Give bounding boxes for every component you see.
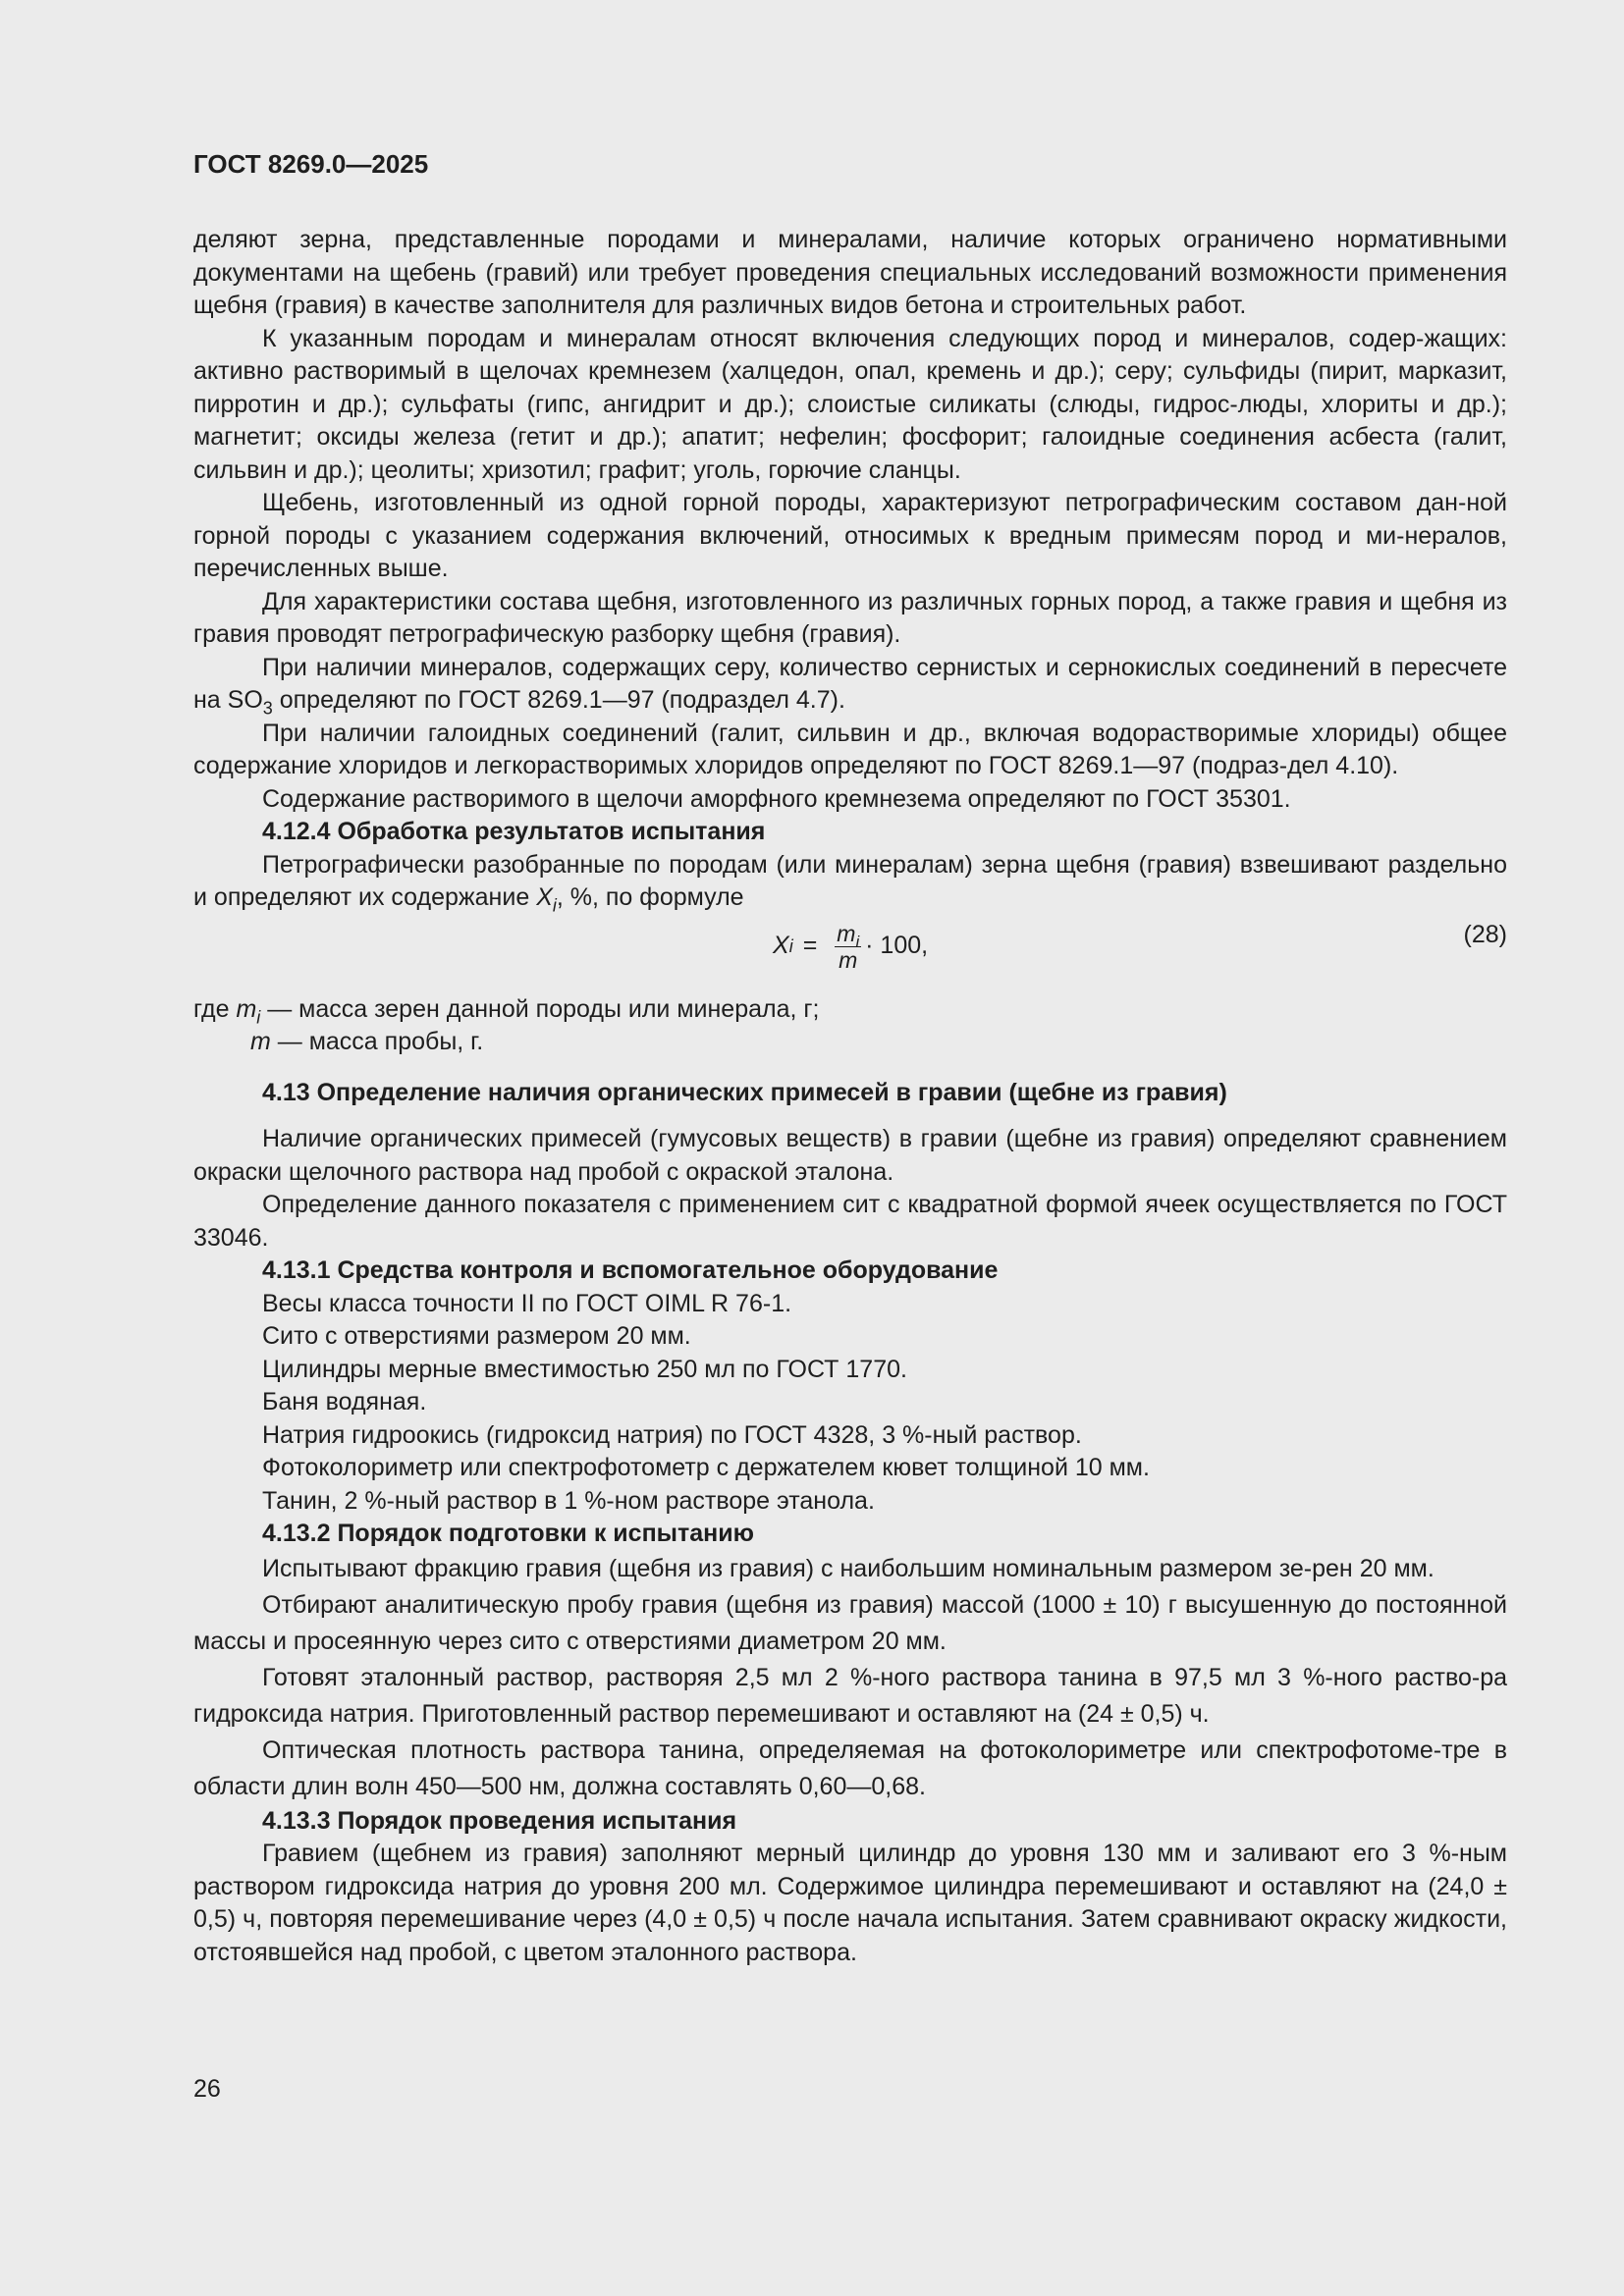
fraction-denominator: m: [839, 946, 858, 973]
section-heading: 4.13 Определение наличия органических примесей в гравии (щебне из гравия): [262, 1078, 1227, 1106]
list-item: Сито с отверстиями размером 20 мм.: [262, 1322, 691, 1350]
formula-lhs-sub: i: [788, 936, 793, 956]
legend-text: — масса зерен данной породы или минерала, г;: [260, 994, 820, 1023]
legend-variable: m: [250, 1028, 271, 1055]
paragraph: Щебень, изготовленный из одной горной породы, характеризуют петрографическим составом дан-ной горной породы с указанием содержания включений, относимых к вредным примесям пород и ми-нералов, перечисленных выше.: [193, 489, 1507, 582]
numerator-var: m: [837, 920, 856, 946]
legend-text: — масса пробы, г.: [270, 1028, 484, 1055]
text: определяют по ГОСТ 8269.1—97 (подраздел 4.7).: [272, 686, 845, 714]
list-item: Фотоколориметр или спектрофотометр с держателем кювет толщиной 10 мм.: [262, 1454, 1150, 1481]
variable-subscript: i: [552, 895, 557, 916]
formula-row: [193, 919, 1507, 986]
formula: [773, 921, 928, 973]
legend-prefix: где: [193, 994, 237, 1023]
variable: X: [536, 883, 553, 911]
list-item: Баня водяная.: [262, 1388, 427, 1415]
paragraph: [193, 652, 1507, 718]
paragraph: Отбирают аналитическую пробу гравия (щебня из гравия) массой (1000 ± 10) г высушенную до постоянной массы и просеянную через сито с отверстиями диаметром 20 мм.: [193, 1590, 1507, 1655]
paragraph: Наличие органических примесей (гумусовых веществ) в гравии (щебне из гравия) определяют сравнением окраски щелочного раствора над пробой с окраской эталона.: [193, 1125, 1507, 1186]
text: Петрографически разобранные по породам (или минералам) зерна щебня (гравия) взвешивают раздельно и определяют их содержание: [193, 850, 1507, 911]
paragraph: деляют зерна, представленные породами и минералами, наличие которых ограничено нормативными документами на щебень (гравий) или требует проведения специальных исследований возможности применения щебня (гравия) в качестве заполнителя для различных видов бетона и строительных работ.: [193, 226, 1507, 319]
formula-fraction: [835, 921, 861, 973]
text: При наличии минералов, содержащих серу, количество сернистых и сернокислых соединений в пересчете на SO: [193, 653, 1507, 714]
document-code: ГОСТ 8269.0—2025: [193, 149, 429, 179]
paragraph: [193, 849, 1507, 915]
subsection-heading: 4.13.1 Средства контроля и вспомогательное оборудование: [262, 1256, 999, 1284]
list-item: Цилиндры мерные вместимостью 250 мл по ГОСТ 1770.: [262, 1355, 907, 1383]
paragraph: Оптическая плотность раствора танина, определяемая на фотоколориметре или спектрофотоме-тре в области длин волн 450—500 нм, должна составлять 0,60—0,68.: [193, 1735, 1507, 1800]
paragraph: При наличии галоидных соединений (галит, сильвин и др., включая водорастворимые хлориды) общее содержание хлоридов и легкорастворимых хлоридов определяют по ГОСТ 8269.1—97 (подраз-дел 4.10).: [193, 719, 1507, 779]
numerator-sub: i: [855, 932, 860, 951]
list-item: Весы класса точности II по ГОСТ OIML R 76-1.: [262, 1289, 792, 1317]
legend-line: [193, 1026, 1507, 1059]
formula-lhs: X: [773, 932, 789, 960]
subsection-heading: 4.12.4 Обработка результатов испытания: [262, 818, 766, 845]
formula-legend: [193, 993, 1507, 1059]
paragraph: Гравием (щебнем из гравия) заполняют мерный цилиндр до уровня 130 мм и заливают его 3 %-ным раствором гидроксида натрия до уровня 200 мл. Содержимое цилиндра перемешивают и оставляют на (24,0 ± 0,5) ч, повторяя перемешивание через (4,0 ± 0,5) ч после начала испытания. Затем сравнивают окраску жидкости, отстоявшейся над пробой, с цветом эталонного раствора.: [193, 1840, 1507, 1966]
subsection-heading: 4.13.3 Порядок проведения испытания: [262, 1806, 737, 1835]
list-item: Натрия гидроокись (гидроксид натрия) по ГОСТ 4328, 3 %-ный раствор.: [262, 1420, 1082, 1449]
paragraph: Готовят эталонный раствор, растворяя 2,5 мл 2 %-ного раствора танина в 97,5 мл 3 %-ного раство-ра гидроксида натрия. Приготовленный раствор перемешивают и оставляют на (24 ± 0,5) ч.: [193, 1663, 1507, 1728]
page-number: 26: [193, 2075, 221, 2103]
legend-sub-var: i: [256, 1006, 261, 1027]
fraction-numerator: [835, 920, 861, 951]
legend-line: [193, 993, 1507, 1027]
subsection-heading: 4.13.2 Порядок подготовки к испытанию: [262, 1520, 754, 1547]
text: , %, по формуле: [556, 883, 744, 911]
document-body: [193, 224, 1507, 1969]
paragraph: К указанным породам и минералам относят включения следующих пород и минералов, содер-жащих: активно растворимый в щелочах кремнезем (халцедон, опал, кремень и др.); серу; сульфиды (пирит, марказит, пирротин и др.); сульфаты (гипс, ангидрит и др.); слоистые силикаты (слюды, гидрос-люды, хлориты и др.); магнетит; оксиды железа (гетит и др.); апатит; нефелин; фосфорит; галоидные соединения асбеста (галит, сильвин и др.); цеолиты; хризотил; графит; уголь, горючие сланцы.: [193, 324, 1507, 484]
paragraph: Содержание растворимого в щелочи аморфного кремнезема определяют по ГОСТ 35301.: [262, 784, 1291, 813]
subscript: 3: [262, 698, 273, 719]
formula-tail: · 100,: [865, 932, 929, 960]
paragraph: Для характеристики состава щебня, изготовленного из различных горных пород, а также гравия и щебня из гравия проводят петрографическую разборку щебня (гравия).: [193, 587, 1507, 648]
formula-equals: =: [802, 932, 818, 960]
list-item: Танин, 2 %-ный раствор в 1 %-ном растворе этанола.: [262, 1486, 875, 1515]
paragraph: Определение данного показателя с применением сит с квадратной формой ячеек осуществляется по ГОСТ 33046.: [193, 1191, 1507, 1252]
legend-variable: m: [236, 994, 257, 1023]
paragraph: Испытывают фракцию гравия (щебня из гравия) с наибольшим номинальным размером зе-рен 20 мм.: [262, 1554, 1435, 1582]
equation-number: (28): [1463, 920, 1507, 948]
